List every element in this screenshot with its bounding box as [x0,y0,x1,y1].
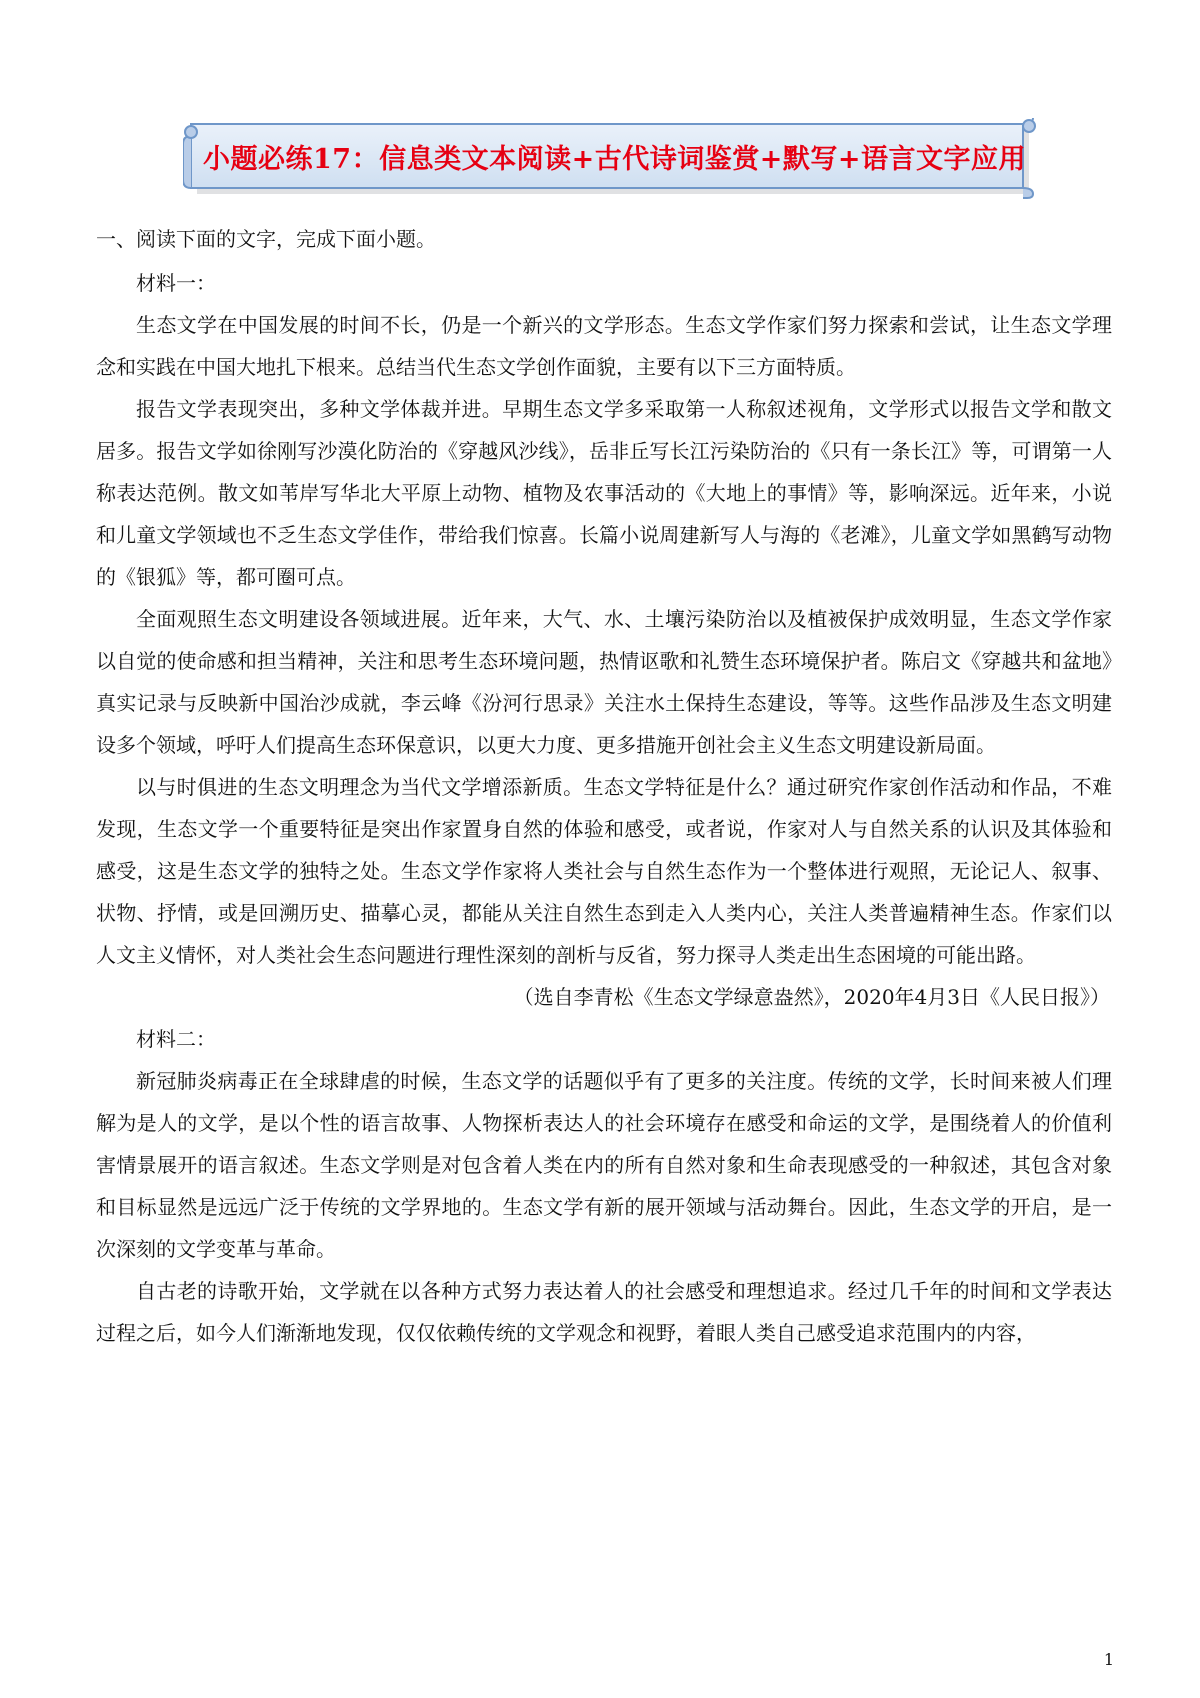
material-2-paragraph-1: 新冠肺炎病毒正在全球肆虐的时候，生态文学的话题似乎有了更多的关注度。传统的文学，长时间来被人们理解为是人的文学，是以个性的语言故事、人物探析表达人的社会环境存在感受和命运的文学，是围绕着人的价值利害情景展开的语言叙述。生态文学则是对包含着人类在内的所有自然对象和生命表现感受的一种叙述，其包含对象和目标显然是远远广泛于传统的文学界地的。生态文学有新的展开领域与活动舞台。因此，生态文学的开启，是一次深刻的文学变革与革命。 [96,1069,1112,1261]
material-1-paragraph-3: 全面观照生态文明建设各领域进展。近年来，大气、水、土壤污染防治以及植被保护成效明显，生态文学作家以自觉的使命感和担当精神，关注和思考生态环境问题，热情讴歌和礼赞生态环境保护者。陈启文《穿越共和盆地》真实记录与反映新中国治沙成就，李云峰《汾河行思录》关注水土保持生态建设，等等。这些作品涉及生态文明建设多个领域，呼吁人们提高生态环保意识，以更大力度、更多措施开创社会主义生态文明建设新局面。 [96,607,1112,757]
material-1-label: 材料一： [136,271,216,295]
page-number: 1 [1103,1650,1114,1669]
material-2-paragraph-2: 自古老的诗歌开始，文学就在以各种方式努力表达着人的社会感受和理想追求。经过几千年的时间和文学表达过程之后，如今人们渐渐地发现，仅仅依赖传统的文学观念和视野，着眼人类自己感受追求范围内的内容， [96,1279,1112,1345]
document-title: 小题必练17：信息类文本阅读+古代诗词鉴赏+默写+语言文字应用 [203,144,1026,175]
material-1-source: （选自李青松《生态文学绿意盎然》，2020年4月3日《人民日报》） [513,985,1110,1009]
material-1-paragraph-1: 生态文学在中国发展的时间不长，仍是一个新兴的文学形态。生态文学作家们努力探索和尝试，让生态文学理念和实践在中国大地扎下根来。总结当代生态文学创作面貌，主要有以下三方面特质。 [96,313,1112,379]
title-banner [183,118,1043,200]
material-2-label: 材料二： [136,1027,216,1051]
section-heading: 一、阅读下面的文字，完成下面小题。 [96,227,436,251]
material-1-paragraph-2: 报告文学表现突出，多种文学体裁并进。早期生态文学多采取第一人称叙述视角，文学形式以报告文学和散文居多。报告文学如徐刚写沙漠化防治的《穿越风沙线》，岳非丘写长江污染防治的《只有一条长江》等，可谓第一人称表达范例。散文如苇岸写华北大平原上动物、植物及农事活动的《大地上的事情》等，影响深远。近年来，小说和儿童文学领域也不乏生态文学佳作，带给我们惊喜。长篇小说周建新写人与海的《老滩》，儿童文学如黑鹤写动物的《银狐》等，都可圈可点。 [96,397,1112,589]
document-body [96,218,1112,1354]
material-1-paragraph-4: 以与时俱进的生态文明理念为当代文学增添新质。生态文学特征是什么？通过研究作家创作活动和作品，不难发现，生态文学一个重要特征是突出作家置身自然的体验和感受，或者说，作家对人与自然关系的认识及其体验和感受，这是生态文学的独特之处。生态文学作家将人类社会与自然生态作为一个整体进行观照，无论记人、叙事、状物、抒情，或是回溯历史、描摹心灵，都能从关注自然生态到走入人类内心，关注人类普遍精神生态。作家们以人文主义情怀，对人类社会生态问题进行理性深刻的剖析与反省，努力探寻人类走出生态困境的可能出路。 [96,775,1112,967]
